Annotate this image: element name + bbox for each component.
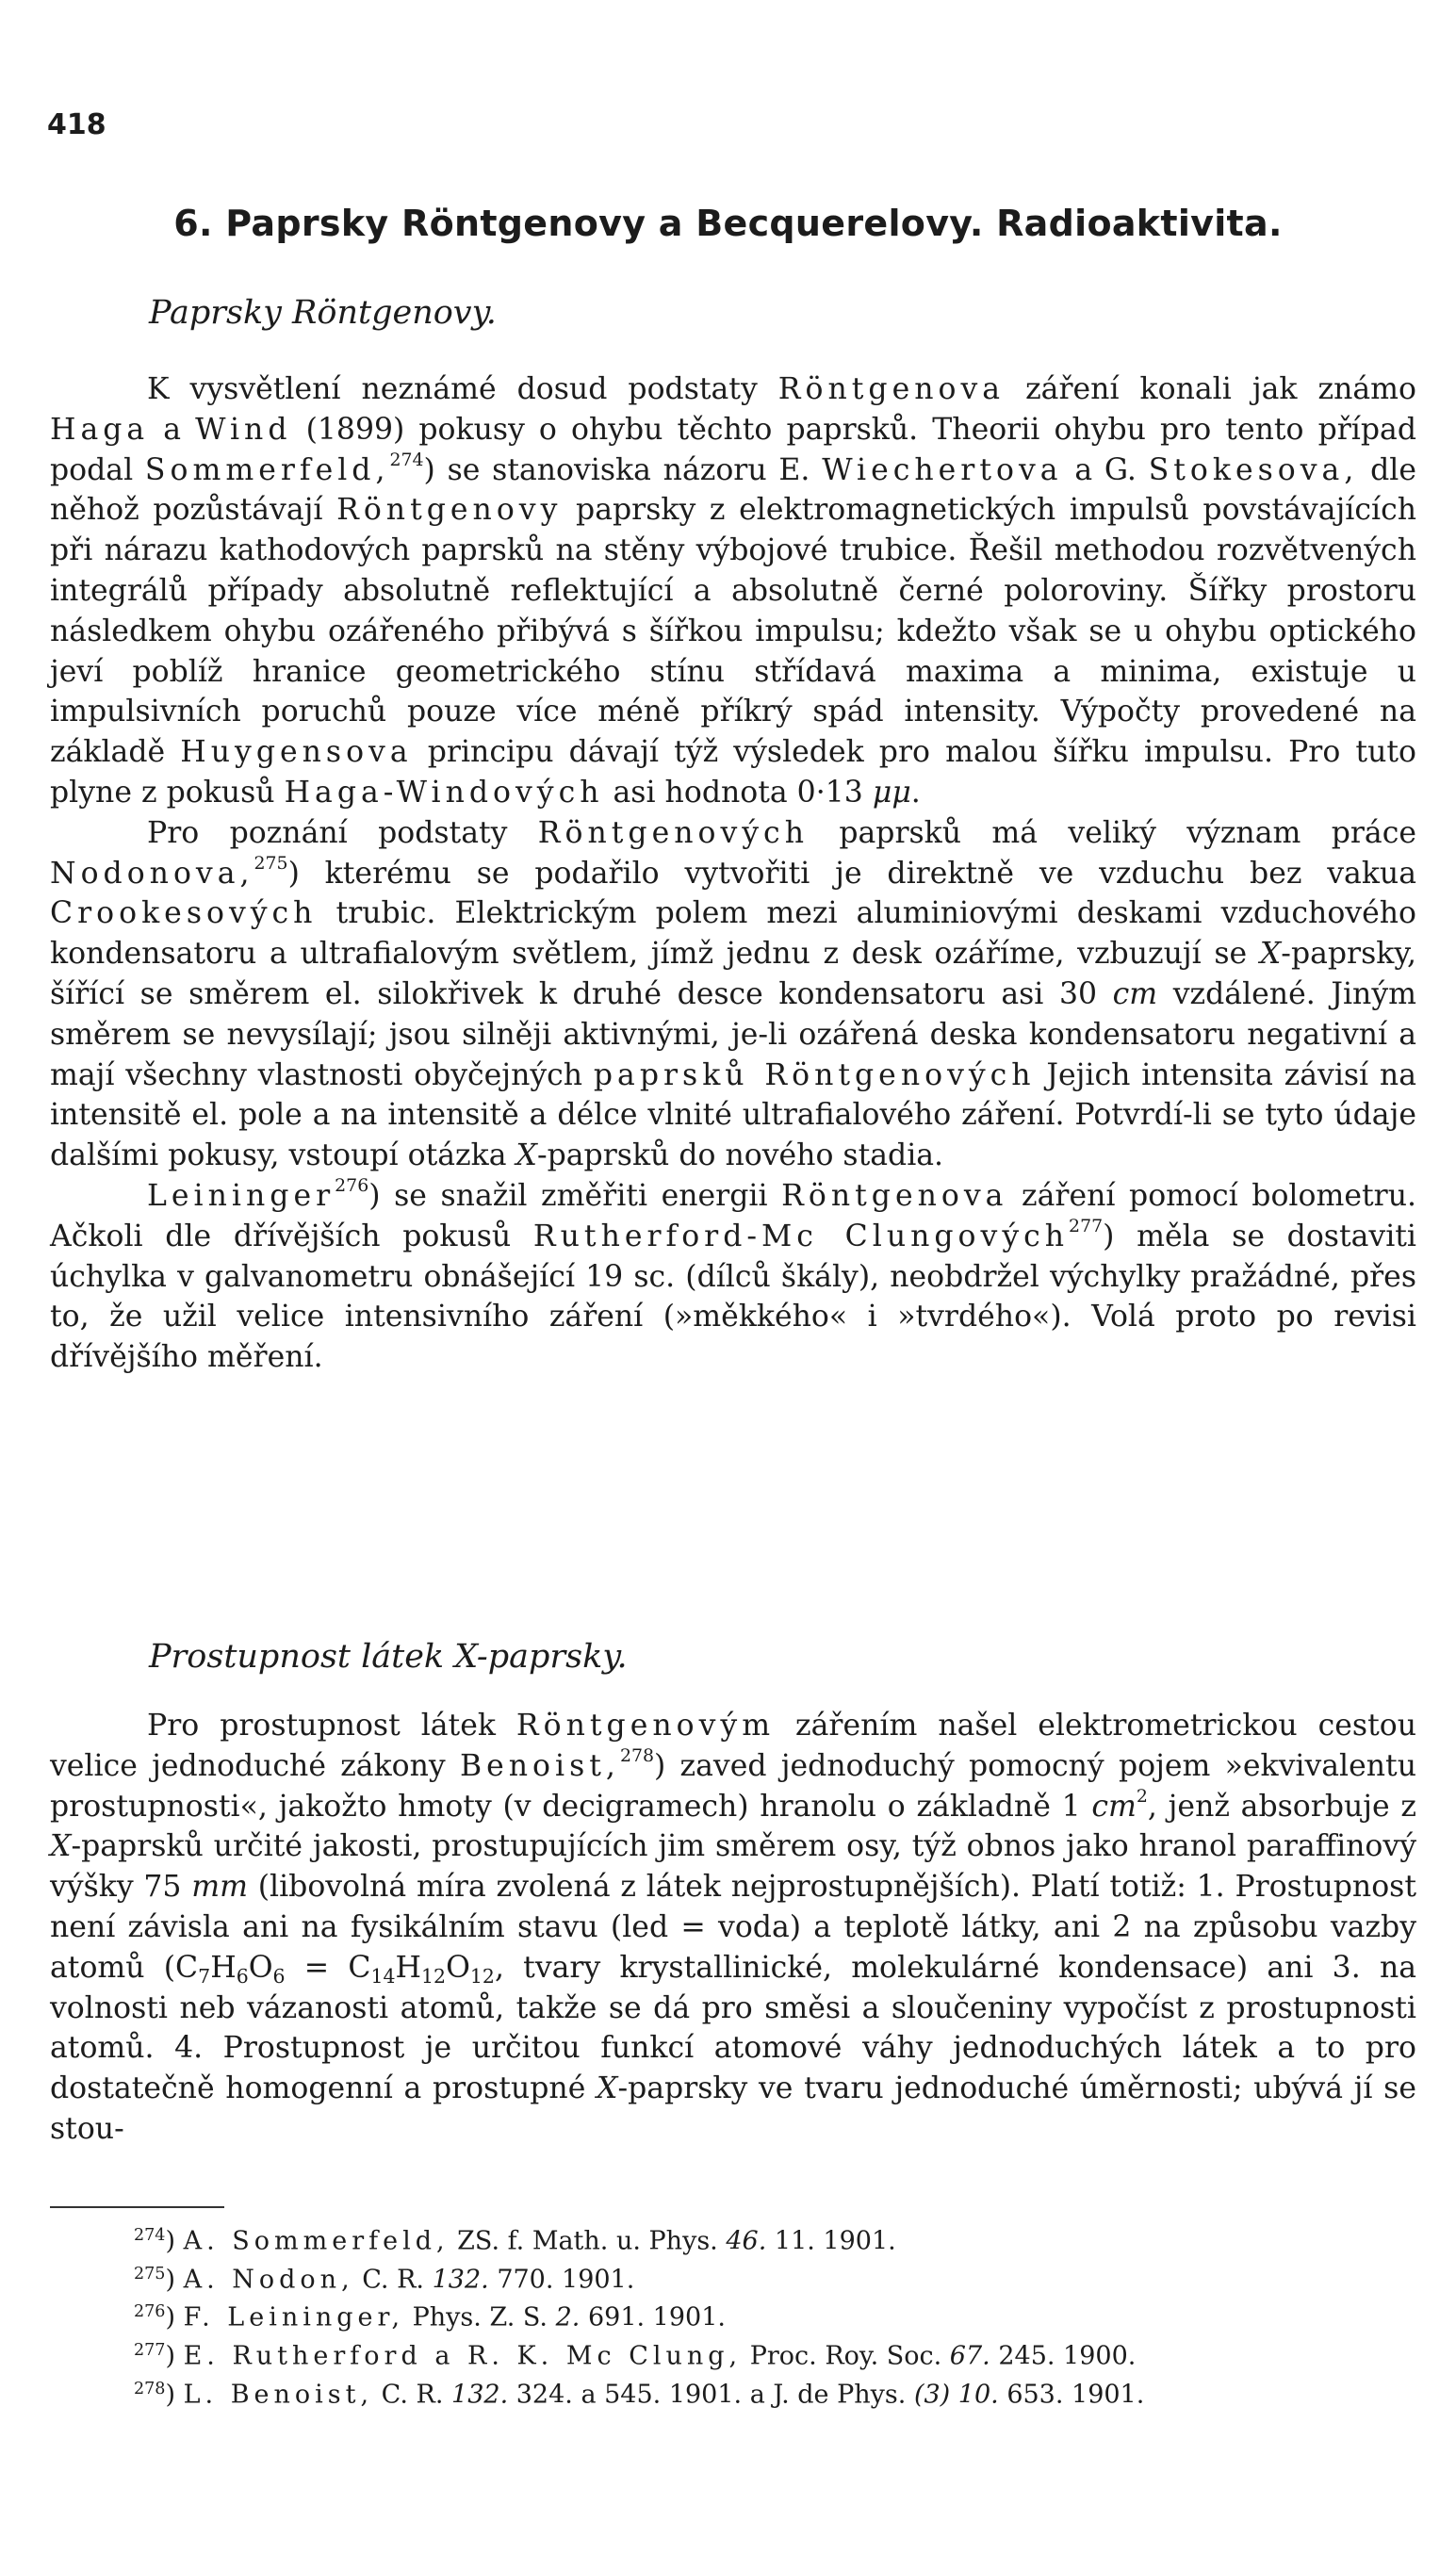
footnote-275: $^{275}$) A. Nodon, C. R. 132. 770. 1901.: [134, 2264, 635, 2295]
paragraph-4: Pro prostupnost látek Röntgenovým zářením našel elektrometrickou cestou velice jednoduché zákony Benoist,$^{278}$) zaved jednoduchý pomocný pojem »ekvivalentu prostupnosti«, jakožto hmoty (v decigramech) hranolu o základně 1 $cm^2$, jenž absorbuje z X-paprsků určité jakosti, prostupujících jim směrem osy, týž obnos jako hranol paraffinový výšky 75 mm (libovolná míra zvolená z látek nejprostupnějších). Platí totiž: 1. Prostupnost není závisla ani na fysikálním stavu (led = voda) a teplotě látky, ani 2 na způsobu vazby atomů ($C_7H_6O_6 = C_{14}H_{12}O_{12}$, tvary krystallinické, molekulárné kondensace) ani 3. na volnosti neb vázanosti atomů, takže se dá pro směsi a sloučeniny vypočíst z prostupnosti atomů. 4. Prostupnost je určitou funkcí atomové váhy jednoduchých látek a to pro dostatečně homogenní a prostupné X-paprsky ve tvaru jednoduché úměrnosti; ubývá jí se stou-: [50, 1709, 1417, 2146]
paragraph-1: K vysvětlení neznámé dosud podstaty Röntgenova záření konali jak známo Haga a Wind (1899) pokusy o ohybu těchto paprsků. Theorii ohybu pro tento případ podal Sommerfeld,$^{274}$) se stanoviska názoru E. Wiechertova a G. Stokesova, dle něhož pozůstávají Röntgenovy paprsky z elektromagnetických impulsů povstávajících při nárazu kathodových paprsků na stěny výbojové trubice. Řešil methodou rozvětvených integrálů případy absolutně reflektující a absolutně černé poloroviny. Šířky prostoru následkem ohybu ozářeného přibývá s šířkou impulsu; kdežto však se u ohybu optického jeví poblíž hranice geometrického stínu střídavá maxima a minima, existuje u impulsivních poruchů pouze více méně příkrý spád intensity. Výpočty provedené na základě Huygensova principu dávají týž výsledek pro malou šířku impulsu. Pro tuto plyne z pokusů Haga-Windových asi hodnota 0·13 μμ.: [50, 372, 1417, 810]
footnote-ref-277: 277: [1069, 1215, 1104, 1236]
footnote-278: $^{278}$) L. Benoist, C. R. 132. 324. a 545. 1901. a J. de Phys. (3) 10. 653. 1901.: [134, 2379, 1145, 2410]
section-body-rontgen: [50, 369, 1416, 1378]
footnote-277: $^{277}$) E. Rutherford a R. K. Mc Clung, Proc. Roy. Soc. 67. 245. 1900.: [134, 2340, 1137, 2371]
section-title-rontgen: Paprsky Röntgenovy.: [149, 294, 497, 332]
section-title-prostupnost: Prostupnost látek X-paprsky.: [149, 1638, 628, 1676]
paragraph-3: Leininger$^{276}$) se snažil změřiti energii Röntgenova záření pomocí bolometru. Ačkoli dle dřívějších pokusů Rutherford-Mc Clungových$^{277}$) měla se dostaviti úchylka v galvanometru obnášející 19 sc. (dílců škály), neobdržel výchylky pražádné, přes to, že užil velice intensivního záření (»měkkého« i »tvrdého«). Volá proto po revisi dřívějšího měření.: [50, 1174, 1417, 1375]
footnote-ref-276: 276: [335, 1174, 369, 1196]
paragraph-2: Pro poznání podstaty Röntgenových paprsků má veliký význam práce Nodonova,$^{275}$) kterému se podařilo vytvořiti je direktně ve vzduchu bez vakua Crookesových trubic. Elektrickým polem mezi aluminiovými deskami vzduchového kondensatoru a ultrafialovým světlem, jímž jednu z desk ozáříme, vzbuzují se X-paprsky, šířící se směrem el. silokřivek k druhé desce kondensatoru asi 30 cm vzdálené. Jiným směrem se nevysílají; jsou silněji aktivnými, je-li ozářená deska kondensatoru negativní a mají všechny vlastnosti obyčejných paprsků Röntgenových Jejich intensita závisí na intensitě el. pole a na intensitě a délce vlnité ultrafialového záření. Potvrdí-li se tyto údaje dalšími pokusy, vstoupí otázka X-paprsků do nového stadia.: [50, 815, 1416, 1173]
chapter-heading: 6. Paprsky Röntgenovy a Becquerelovy. Radioaktivita.: [173, 203, 1283, 244]
footnote-276: $^{276}$) F. Leininger, Phys. Z. S. 2. 691. 1901.: [134, 2302, 726, 2333]
footnote-ref-275: 275: [254, 852, 288, 874]
footnote-ref-278: 278: [619, 1744, 654, 1766]
page-number: 418: [47, 108, 106, 141]
footnote-274: $^{274}$) A. Sommerfeld, ZS. f. Math. u. Phys. 46. 11. 1901.: [134, 2226, 896, 2256]
footnotes: [134, 2219, 1415, 2411]
footnote-ref-274: 274: [389, 449, 424, 470]
footnote-divider: [50, 2206, 224, 2208]
section-body-prostupnost: [50, 1706, 1416, 2150]
